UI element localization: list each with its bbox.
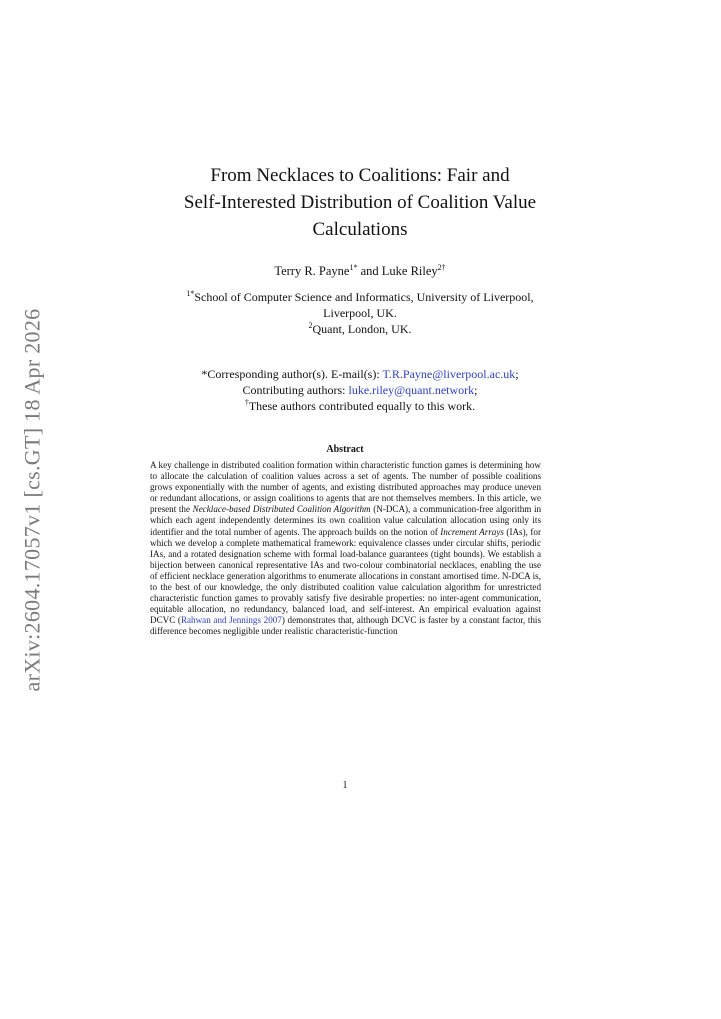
contributing-prefix: Contributing authors: <box>242 383 349 397</box>
author-1-mark: 1* <box>349 262 358 272</box>
contributing-email-link[interactable]: luke.riley@quant.network <box>348 383 475 397</box>
author-2-name: Luke Riley <box>381 264 438 278</box>
contributing-authors-line <box>120 382 600 398</box>
equal-contribution-mark: † <box>244 398 249 407</box>
author-2-mark: 2† <box>437 262 446 272</box>
affiliation-1 <box>120 289 600 305</box>
citation-link[interactable]: Rahwan and Jennings 2007 <box>180 615 282 626</box>
abstract-emphasis-1: Necklace-based Distributed Coalition Algorithm <box>192 504 371 515</box>
contact-info <box>120 366 600 414</box>
paper-title <box>120 162 600 243</box>
affiliation-1-line-1: School of Computer Science and Informatics, University of Liverpool, <box>194 290 534 304</box>
abstract-text-1: A key challenge in distributed coalition formation within characteristic function games is determining how to allocate the calculation of coalition values across a set of agents. The number of possible coalitions grows exponentially with the number of agents, and existing distributed approaches may produce uneven or redundant allocations, or assign coalitions to agents that are not themselves members. In this article, we present the <box>150 460 541 515</box>
affiliation-1-line-2: Liverpool, UK. <box>323 306 397 320</box>
contributing-suffix: ; <box>474 383 478 397</box>
abstract-text-4: ) demonstrates that, although DCVC is faster by a constant factor, this difference becomes negligible under realistic characteristic-function <box>150 615 541 637</box>
affiliation-2-line: Quant, London, UK. <box>312 322 412 336</box>
abstract-emphasis-2: Increment Arrays <box>440 526 504 537</box>
abstract-heading: Abstract <box>326 444 364 455</box>
title-line-3: Calculations <box>312 219 408 240</box>
affiliations <box>120 289 600 337</box>
arxiv-stamp-text: arXiv:2604.17057v1 [cs.GT] 18 Apr 2026 <box>19 308 45 692</box>
arxiv-stamp <box>12 300 52 700</box>
abstract-text-2: (N-DCA), a communication-free algorithm in which each agent independently determines its own coalition value calculation allocation using only its identifier and the total number of agents. The approach builds on the notion of <box>150 504 542 537</box>
corresponding-prefix: *Corresponding author(s). E-mail(s): <box>201 367 383 381</box>
equal-contribution-note <box>120 398 600 414</box>
corresponding-email-link[interactable]: T.R.Payne@liverpool.ac.uk <box>382 367 516 381</box>
corresponding-author-line <box>120 366 600 382</box>
equal-contribution-text: These authors contributed equally to this work. <box>248 399 476 413</box>
title-line-2: Self-Interested Distribution of Coalition Value <box>183 192 537 213</box>
author-1-name: Terry R. Payne <box>274 264 350 278</box>
author-conjunction: and <box>357 264 382 278</box>
affiliation-2 <box>120 321 600 337</box>
affiliation-2-mark: 2 <box>308 321 313 330</box>
affiliation-1-mark: 1* <box>186 289 195 298</box>
abstract-body <box>150 460 541 638</box>
title-line-1: From Necklaces to Coalitions: Fair and <box>210 165 510 186</box>
abstract-text-3: (IAs), for which we develop a complete mathematical framework: equivalence classes under circular shifts, periodic IAs, and a rotated designation scheme with formal load-balance guarantees (tight bounds). We establish a bijection between canonical representative IAs and two-colour combinatorial necklaces, enabling the use of efficient necklace generation algorithms to enumerate allocations in constant amortised time. N-DCA is, to the best of our knowledge, the only distributed coalition value calculation algorithm for unrestricted characteristic function games to provably satisfy five desirable properties: no inter-agent communication, equitable allocation, no redundancy, balanced load, and self-interest. An empirical evaluation against DCVC ( <box>150 526 542 626</box>
page-number: 1 <box>342 780 348 791</box>
corresponding-suffix: ; <box>515 367 519 381</box>
author-list <box>120 262 600 280</box>
